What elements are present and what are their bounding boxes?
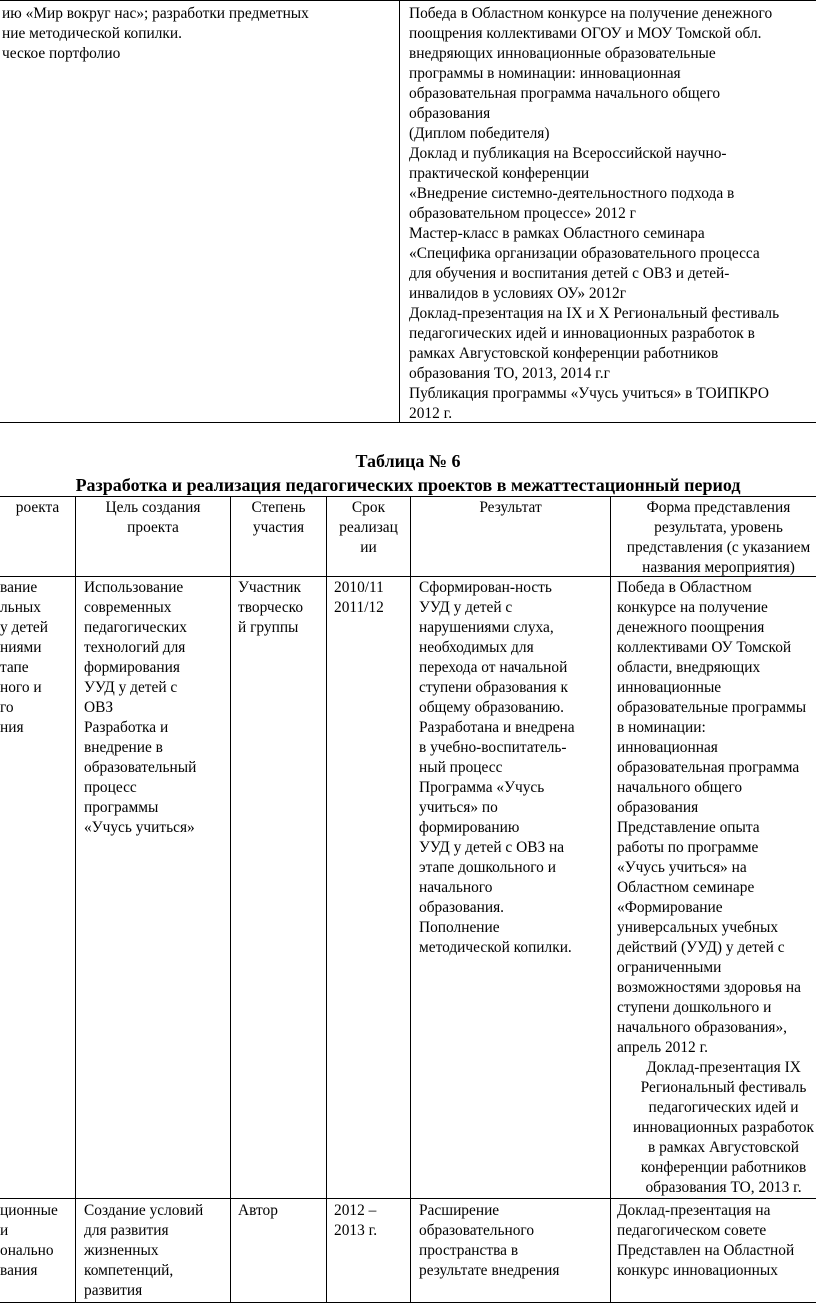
top-table-right-cell: Победа в Областном конкурсе на получение денежного поощрения коллективами ОГОУ и МОУ Томской обл. внедряющих инновационные образовательные программы в номинации: инновационная образовательная программа начального общего образования (Диплом победителя) Доклад и публикация на Всероссийской научно- практической конференции «Внедрение системно-деятельностного подхода в образовательном процессе» 2012 г Мастер-класс в рамках Областного семинара «Специфика организации образовательного процесса для обучения и воспитания детей с ОВЗ и детей- инвалидов в условиях ОУ» 2012г Доклад-презентация на IX и X Региональный фестиваль педагогических идей и инновационных разработок в рамках Августовской конференции работников образования ТО, 2013, 2014 г.г Публикация программы «Учусь учиться» в ТОИПКРО 2012 г. (409, 5, 780, 422)
header-result: Результат (479, 499, 542, 516)
row1-presentation-form-centered: Доклад-презентация IX Региональный фестиваль педагогических идей и инновационных разработок в рамках Августовской конференции работников образования ТО, 2013 г. (633, 1059, 814, 1196)
row1-result: Сформирован-ность УУД у детей с нарушениями слуха, необходимых для перехода от начальной ступени образования к общему образованию. Разработана и внедрена в учебно-воспитатель- ный процесс Программа «Учусь учиться» по формированию УУД у детей с ОВЗ на этапе дошкольного и начального образования. Пополнение методической копилки. (419, 579, 575, 956)
table6-col-divider-2 (230, 496, 231, 1303)
row2-presentation-form: Доклад-презентация на педагогическом совете Представлен на Областной конкурс инновационных (617, 1202, 795, 1279)
header-project-name: роекта (15, 499, 60, 516)
table6-bottom-border (0, 1302, 816, 1303)
header-participation-degree: Степень участия (251, 499, 306, 536)
header-presentation-form: Форма представления результата, уровень представления (с указанием названия мероприятия) (626, 499, 811, 576)
row2-project-name: ционные и онально вания (0, 1202, 58, 1279)
table6-top-border (0, 496, 816, 497)
table6-col-divider-3 (326, 496, 327, 1303)
row1-participation-degree: Участник творческо й группы (238, 579, 304, 636)
top-table-divider (399, 0, 400, 423)
top-table-left-cell: ию «Мир вокруг нас»; разработки предметных ние методической копилки. ческое портфолио (2, 5, 309, 62)
row1-implementation-term: 2010/11 2011/12 (334, 579, 384, 616)
row2-implementation-term: 2012 – 2013 г. (334, 1202, 378, 1239)
table6-row1-bottom (0, 1198, 816, 1199)
row1-presentation-form: Победа в Областном конкурсе на получение денежного поощрения коллективами ОУ Томской области, внедряющих инновационные образовательные программы в номинации: инновационная образовательная программа начального общего образования Представление опыта работы по программе «Учусь учиться» на Областном семинаре «Формирование универсальных учебных действий (УУД) у детей с ограниченными возможностями здоровья на ступени дошкольного и начального образования», апрель 2012 г. (617, 579, 807, 1056)
header-implementation-term: Срок реализац ии (339, 499, 398, 556)
row2-project-goal: Создание условий для развития жизненных компетенций, развития (84, 1202, 204, 1299)
table-subtitle: Разработка и реализация педагогических проектов в межаттестационный период (75, 475, 741, 495)
row2-result: Расширение образовательного пространства в результате внедрения (419, 1202, 560, 1279)
row1-project-goal: Использование современных педагогических технологий для формирования УУД у детей с ОВЗ Разработка и внедрение в образовательный процесс программы «Учусь учиться» (84, 579, 197, 836)
row1-project-name: вание льных у детей ниями тапе ного и го ния (0, 579, 48, 736)
top-table-top-border (0, 0, 816, 1)
table-title: Таблица № 6 (355, 451, 461, 471)
table6-col-divider-4 (410, 496, 411, 1303)
table6-col-divider-1 (75, 496, 76, 1303)
row2-participation-degree: Автор (238, 1202, 278, 1219)
header-project-goal: Цель создания проекта (105, 499, 201, 536)
